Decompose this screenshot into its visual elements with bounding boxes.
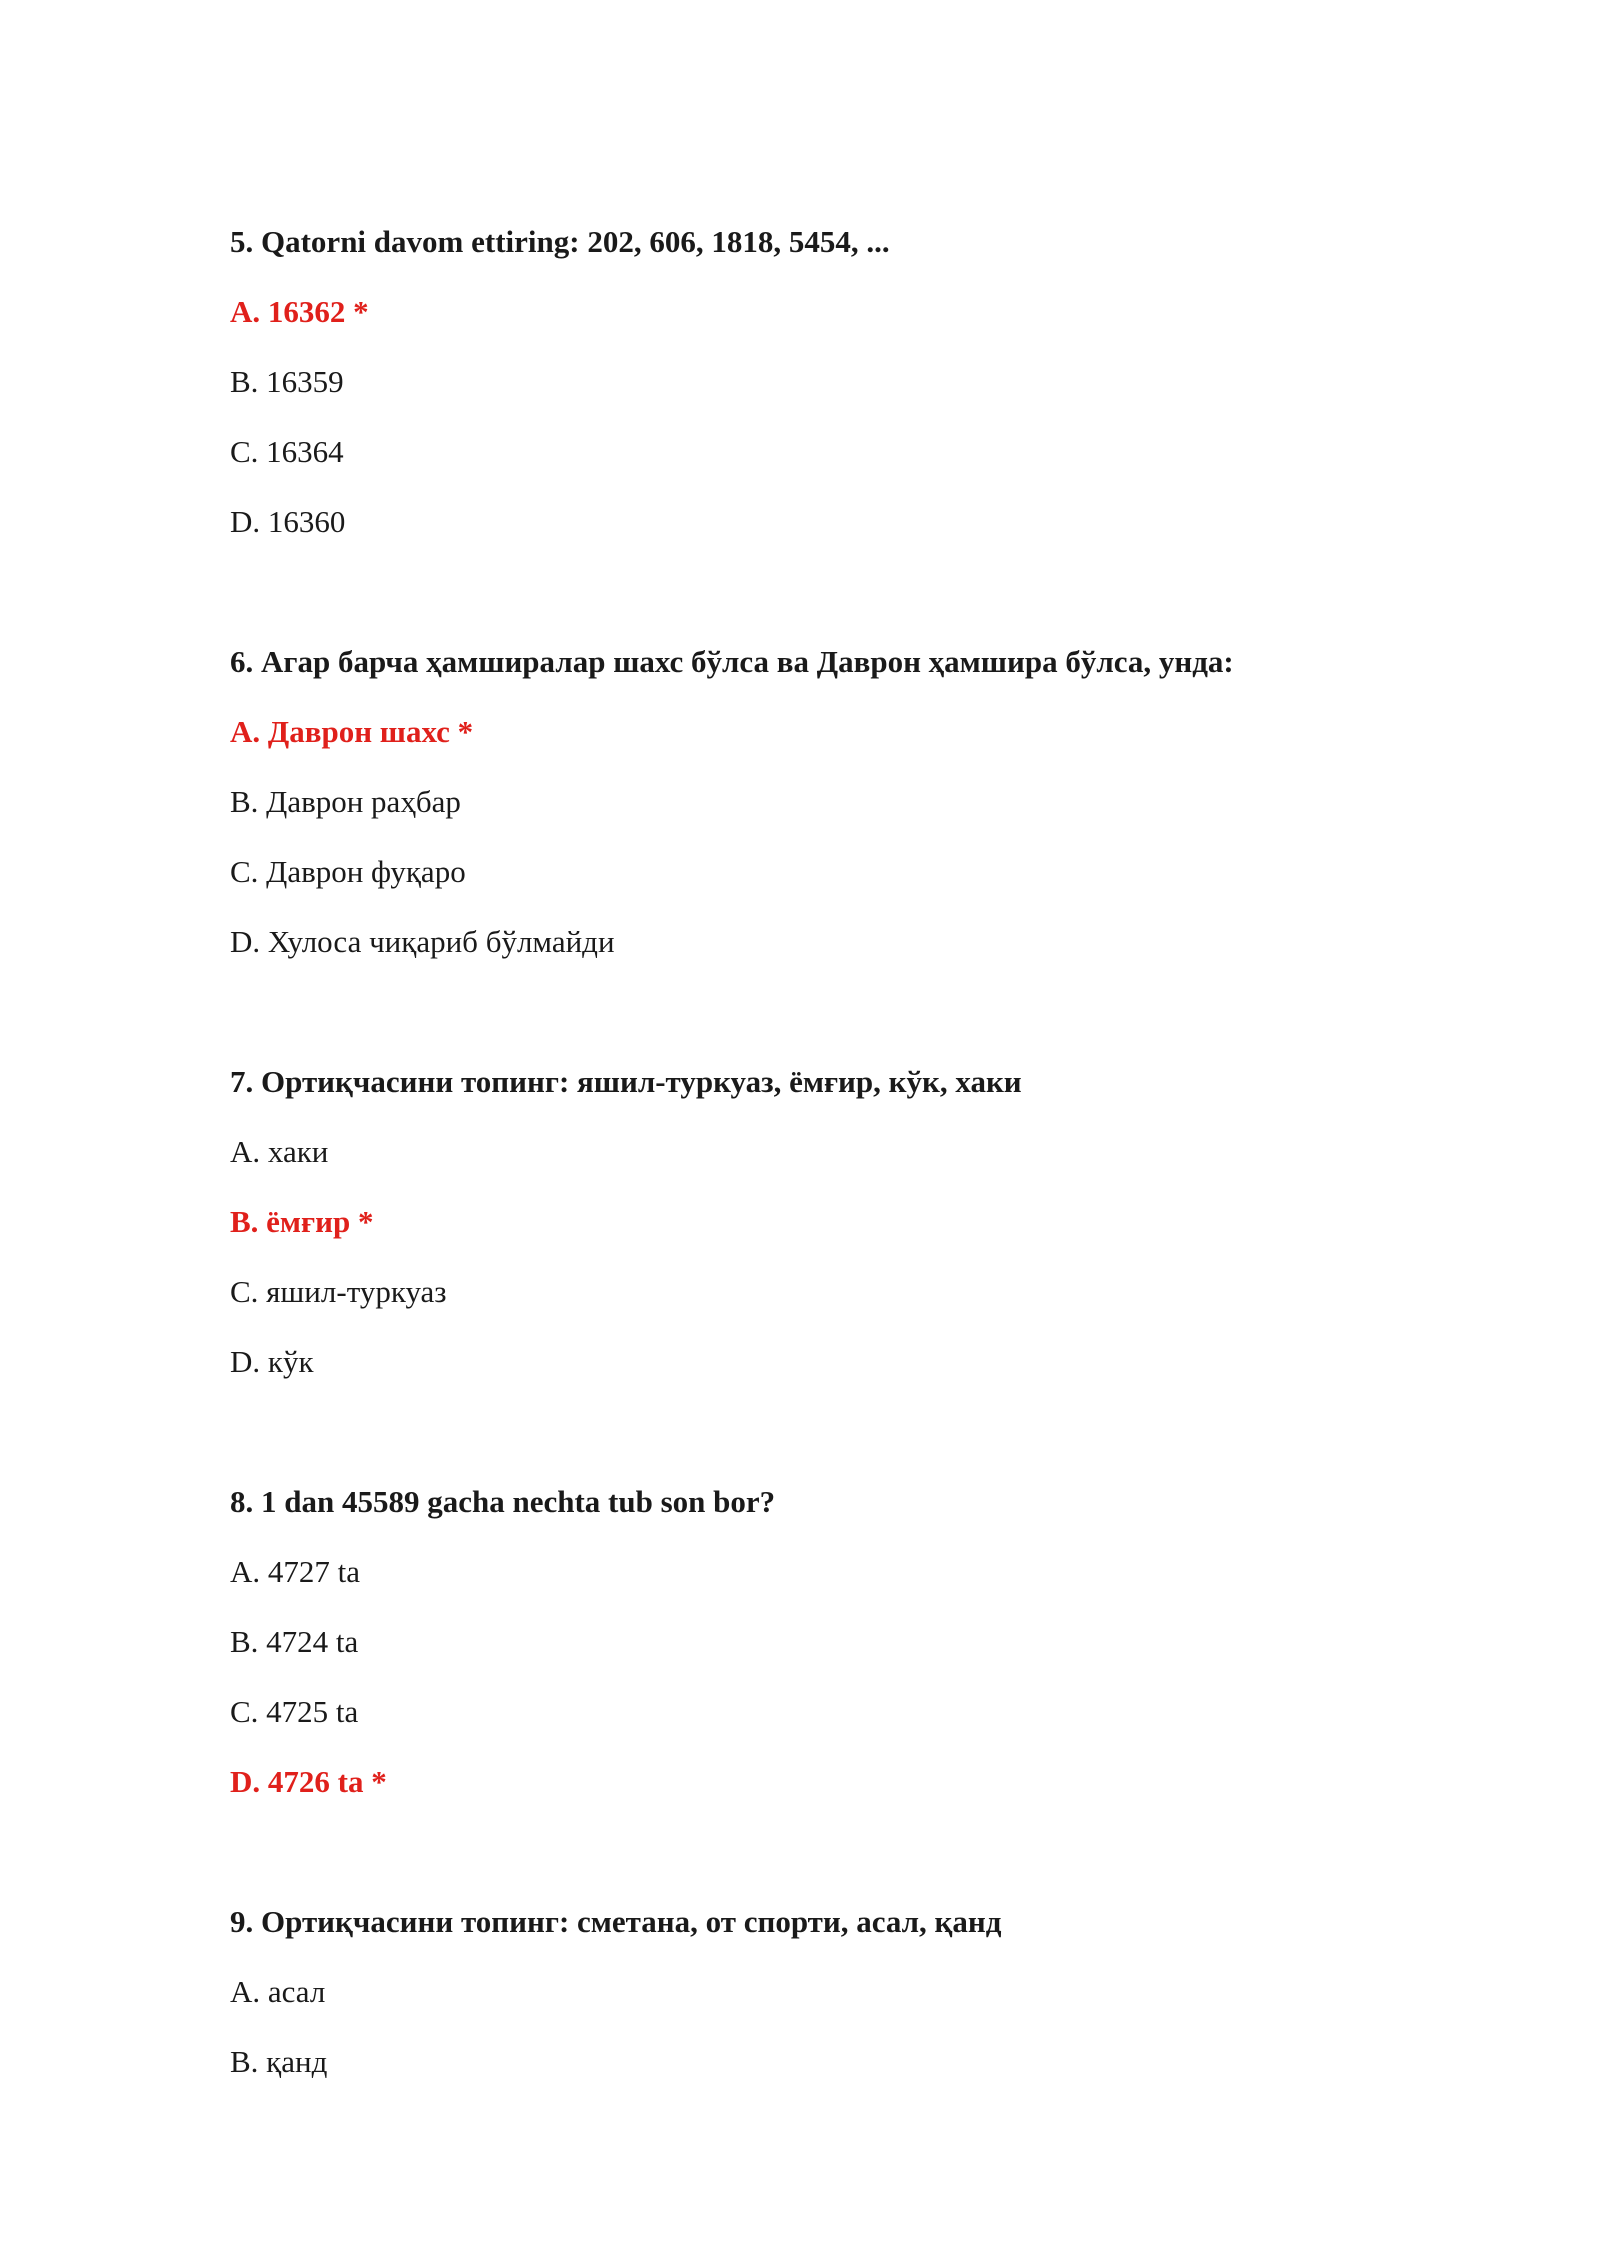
q5-option-c: C. 16364 [230, 434, 344, 469]
q6-option-b: B. Даврон раҳбар [230, 784, 461, 819]
q8-option-b: B. 4724 ta [230, 1624, 359, 1659]
q8-option-d: D. 4726 ta * [230, 1764, 387, 1799]
q6-option-a: A. Даврон шахс * [230, 714, 474, 749]
q7-option-a: A. хаки [230, 1134, 329, 1169]
q7-option-c: C. яшил-туркуаз [230, 1274, 447, 1309]
q6-option-c: C. Даврон фуқаро [230, 854, 466, 889]
q5-option-b: B. 16359 [230, 364, 344, 399]
question-7: 7. Ортиқчасини топинг: яшил-туркуаз, ёмғир, кўк, хаки [230, 1064, 1022, 1099]
q6-option-d: D. Хулоса чиқариб бўлмайди [230, 924, 615, 959]
q9-option-a: A. асал [230, 1974, 326, 2009]
q5-option-d: D. 16360 [230, 504, 346, 539]
q7-option-d: D. кўк [230, 1344, 314, 1379]
q7-option-b: B. ёмғир * [230, 1204, 374, 1239]
q8-option-a: A. 4727 ta [230, 1554, 361, 1589]
question-6: 6. Агар барча ҳамширалар шахс бўлса ва Даврон ҳамшира бўлса, унда: [230, 644, 1234, 679]
question-5: 5. Qatorni davom ettiring: 202, 606, 1818, 5454, ... [230, 224, 890, 259]
q8-option-c: C. 4725 ta [230, 1694, 359, 1729]
question-9: 9. Ортиқчасини топинг: сметана, от спорти, асал, қанд [230, 1904, 1002, 1939]
q5-option-a: A. 16362 * [230, 294, 369, 329]
q9-option-b: B. қанд [230, 2044, 328, 2079]
question-8: 8. 1 dan 45589 gacha nechta tub son bor? [230, 1484, 776, 1519]
